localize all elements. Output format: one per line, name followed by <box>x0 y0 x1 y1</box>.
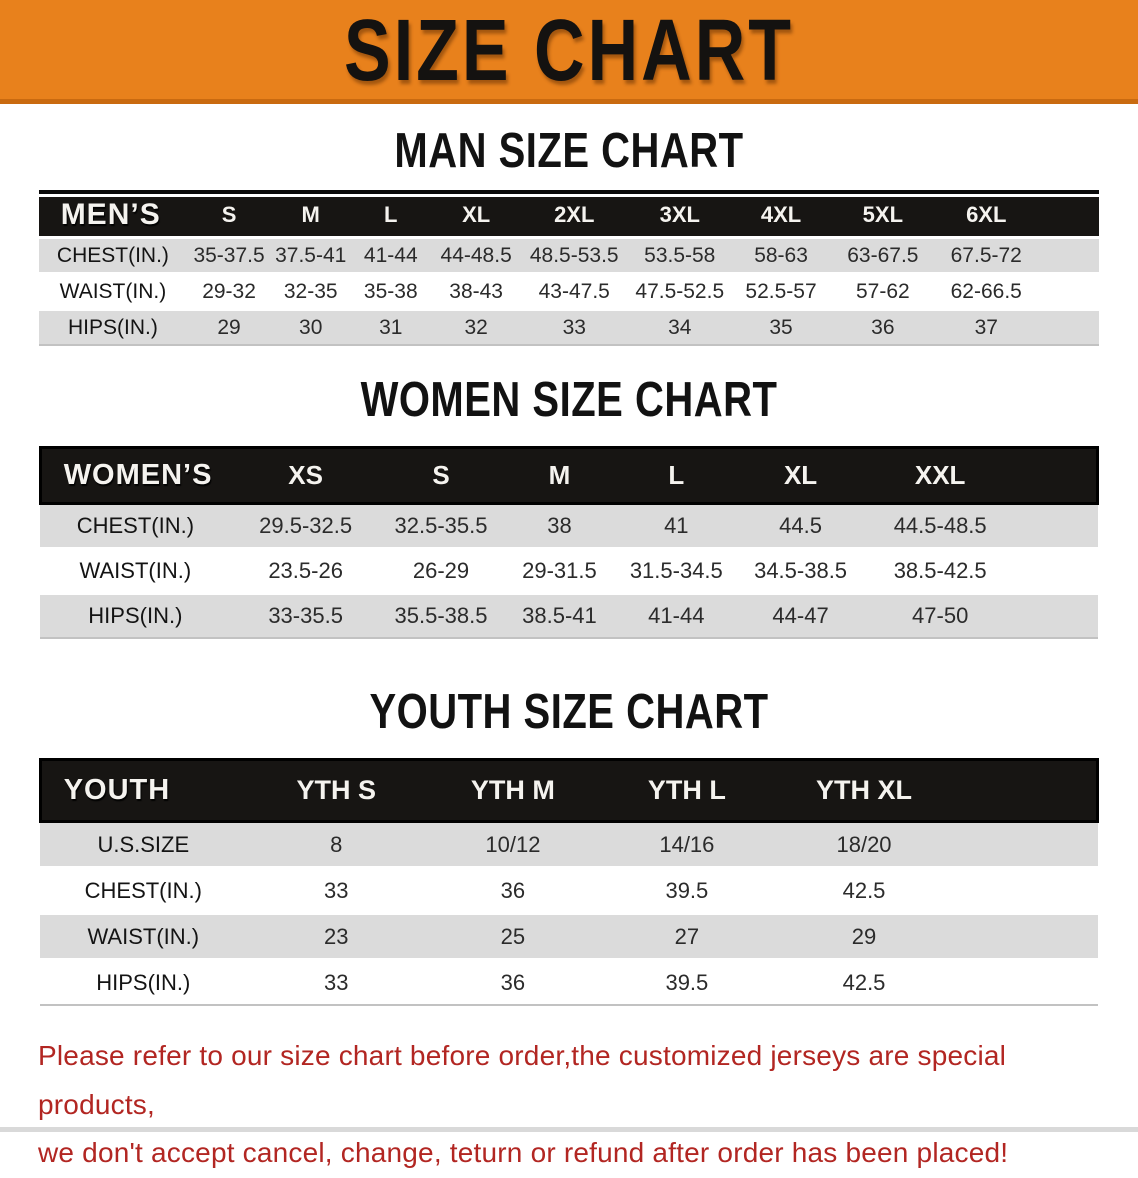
size-value-cell: 44.5-48.5 <box>866 504 1014 549</box>
size-value-cell: 42.5 <box>774 960 954 1006</box>
size-value-cell: 32 <box>431 310 521 346</box>
filler-cell <box>954 960 1098 1006</box>
row-label: CHEST(IN.) <box>40 868 246 914</box>
men-size-table <box>39 190 1100 346</box>
filler-cell <box>1037 192 1100 238</box>
size-value-cell: 27 <box>600 914 775 960</box>
youth-table-title-cell: YOUTH <box>40 760 246 822</box>
size-value-cell: 14/16 <box>600 822 775 868</box>
filler-cell <box>1014 504 1098 549</box>
women-column-header: S <box>381 448 502 504</box>
size-value-cell: 42.5 <box>774 868 954 914</box>
women-section-heading <box>0 373 1138 427</box>
size-value-cell: 38 <box>501 504 617 549</box>
women-header-row <box>40 448 1098 504</box>
size-value-cell: 33 <box>246 868 426 914</box>
size-value-cell: 35 <box>732 310 830 346</box>
size-value-cell: 33-35.5 <box>231 594 381 639</box>
row-label: CHEST(IN.) <box>39 238 187 274</box>
size-value-cell: 32.5-35.5 <box>381 504 502 549</box>
size-value-cell: 18/20 <box>774 822 954 868</box>
filler-cell <box>1037 310 1100 346</box>
row-label: HIPS(IN.) <box>40 594 230 639</box>
size-value-cell: 29-31.5 <box>501 549 617 594</box>
row-label: WAIST(IN.) <box>40 549 230 594</box>
filler-cell <box>954 760 1098 822</box>
men-column-header: L <box>350 192 431 238</box>
size-value-cell: 23 <box>246 914 426 960</box>
table-row <box>40 914 1098 960</box>
women-column-header: M <box>501 448 617 504</box>
filler-cell <box>1014 594 1098 639</box>
size-value-cell: 36 <box>830 310 936 346</box>
table-row <box>40 504 1098 549</box>
size-value-cell: 57-62 <box>830 274 936 310</box>
size-value-cell: 67.5-72 <box>936 238 1037 274</box>
row-label: CHEST(IN.) <box>40 504 230 549</box>
size-value-cell: 37 <box>936 310 1037 346</box>
men-header-row <box>39 192 1100 238</box>
row-label: HIPS(IN.) <box>40 960 246 1006</box>
women-section-heading-text: WOMEN SIZE CHART <box>360 373 778 427</box>
table-row <box>39 274 1100 310</box>
size-value-cell: 52.5-57 <box>732 274 830 310</box>
size-value-cell: 44-47 <box>735 594 866 639</box>
youth-size-table <box>39 758 1100 1006</box>
table-row <box>40 868 1098 914</box>
size-value-cell: 26-29 <box>381 549 502 594</box>
size-value-cell: 34 <box>627 310 732 346</box>
youth-section-heading <box>0 685 1138 739</box>
women-column-header: XXL <box>866 448 1014 504</box>
size-value-cell: 41 <box>618 504 735 549</box>
size-value-cell: 47.5-52.5 <box>627 274 732 310</box>
women-table-title-cell: WOMEN’S <box>40 448 230 504</box>
size-value-cell: 31 <box>350 310 431 346</box>
size-value-cell: 47-50 <box>866 594 1014 639</box>
filler-cell <box>954 868 1098 914</box>
order-policy-line-2: we don't accept cancel, change, teturn or refund after order has been placed! <box>38 1137 1009 1169</box>
men-column-header: 5XL <box>830 192 936 238</box>
size-value-cell: 35.5-38.5 <box>381 594 502 639</box>
men-column-header: 4XL <box>732 192 830 238</box>
women-column-header: L <box>618 448 735 504</box>
size-chart-banner <box>0 0 1138 104</box>
size-value-cell: 36 <box>426 868 599 914</box>
women-size-table <box>39 446 1100 639</box>
men-column-header: 3XL <box>627 192 732 238</box>
youth-header-row <box>40 760 1098 822</box>
size-value-cell: 32-35 <box>271 274 351 310</box>
table-row <box>40 822 1098 868</box>
table-row <box>39 310 1100 346</box>
filler-cell <box>1014 448 1098 504</box>
filler-cell <box>954 914 1098 960</box>
men-column-header: XL <box>431 192 521 238</box>
size-value-cell: 44.5 <box>735 504 866 549</box>
order-policy-line-1: Please refer to our size chart before order,the customized jerseys are special products, <box>38 1040 1007 1120</box>
size-value-cell: 29-32 <box>187 274 271 310</box>
size-value-cell: 23.5-26 <box>231 549 381 594</box>
youth-column-header: YTH XL <box>774 760 954 822</box>
women-column-header: XL <box>735 448 866 504</box>
youth-column-header: YTH L <box>600 760 775 822</box>
youth-column-header: YTH M <box>426 760 599 822</box>
women-size-table-container <box>39 446 1100 639</box>
youth-column-header: YTH S <box>246 760 426 822</box>
size-value-cell: 38-43 <box>431 274 521 310</box>
row-label: U.S.SIZE <box>40 822 246 868</box>
men-section-heading-text: MAN SIZE CHART <box>394 124 744 178</box>
men-column-header: M <box>271 192 351 238</box>
size-value-cell: 30 <box>271 310 351 346</box>
filler-cell <box>954 822 1098 868</box>
size-value-cell: 35-38 <box>350 274 431 310</box>
table-row <box>40 549 1098 594</box>
size-value-cell: 36 <box>426 960 599 1006</box>
size-value-cell: 35-37.5 <box>187 238 271 274</box>
size-value-cell: 8 <box>246 822 426 868</box>
filler-cell <box>1014 549 1098 594</box>
size-value-cell: 43-47.5 <box>521 274 627 310</box>
row-label: WAIST(IN.) <box>40 914 246 960</box>
size-value-cell: 29 <box>187 310 271 346</box>
men-column-header: 2XL <box>521 192 627 238</box>
size-value-cell: 39.5 <box>600 868 775 914</box>
size-value-cell: 48.5-53.5 <box>521 238 627 274</box>
men-column-header: S <box>187 192 271 238</box>
size-chart-title: SIZE CHART <box>344 0 794 99</box>
table-row <box>40 960 1098 1006</box>
size-value-cell: 25 <box>426 914 599 960</box>
size-value-cell: 62-66.5 <box>936 274 1037 310</box>
row-label: HIPS(IN.) <box>39 310 187 346</box>
size-value-cell: 39.5 <box>600 960 775 1006</box>
size-value-cell: 38.5-41 <box>501 594 617 639</box>
men-table-title-cell: MEN’S <box>39 192 187 238</box>
men-section-heading <box>0 124 1138 178</box>
size-value-cell: 31.5-34.5 <box>618 549 735 594</box>
size-value-cell: 29 <box>774 914 954 960</box>
youth-section-heading-text: YOUTH SIZE CHART <box>369 685 769 739</box>
filler-cell <box>1037 238 1100 274</box>
size-value-cell: 41-44 <box>350 238 431 274</box>
table-row <box>40 594 1098 639</box>
table-row <box>39 238 1100 274</box>
men-column-header: 6XL <box>936 192 1037 238</box>
row-label: WAIST(IN.) <box>39 274 187 310</box>
size-value-cell: 38.5-42.5 <box>866 549 1014 594</box>
bottom-edge-strip <box>0 1127 1138 1132</box>
men-size-table-container <box>39 190 1100 346</box>
size-value-cell: 53.5-58 <box>627 238 732 274</box>
youth-size-table-container <box>39 758 1100 1006</box>
size-value-cell: 63-67.5 <box>830 238 936 274</box>
size-value-cell: 37.5-41 <box>271 238 351 274</box>
size-value-cell: 29.5-32.5 <box>231 504 381 549</box>
size-value-cell: 58-63 <box>732 238 830 274</box>
size-value-cell: 44-48.5 <box>431 238 521 274</box>
filler-cell <box>1037 274 1100 310</box>
size-value-cell: 33 <box>521 310 627 346</box>
size-value-cell: 41-44 <box>618 594 735 639</box>
size-value-cell: 33 <box>246 960 426 1006</box>
order-policy-note <box>38 1032 1100 1178</box>
women-column-header: XS <box>231 448 381 504</box>
size-value-cell: 34.5-38.5 <box>735 549 866 594</box>
size-value-cell: 10/12 <box>426 822 599 868</box>
